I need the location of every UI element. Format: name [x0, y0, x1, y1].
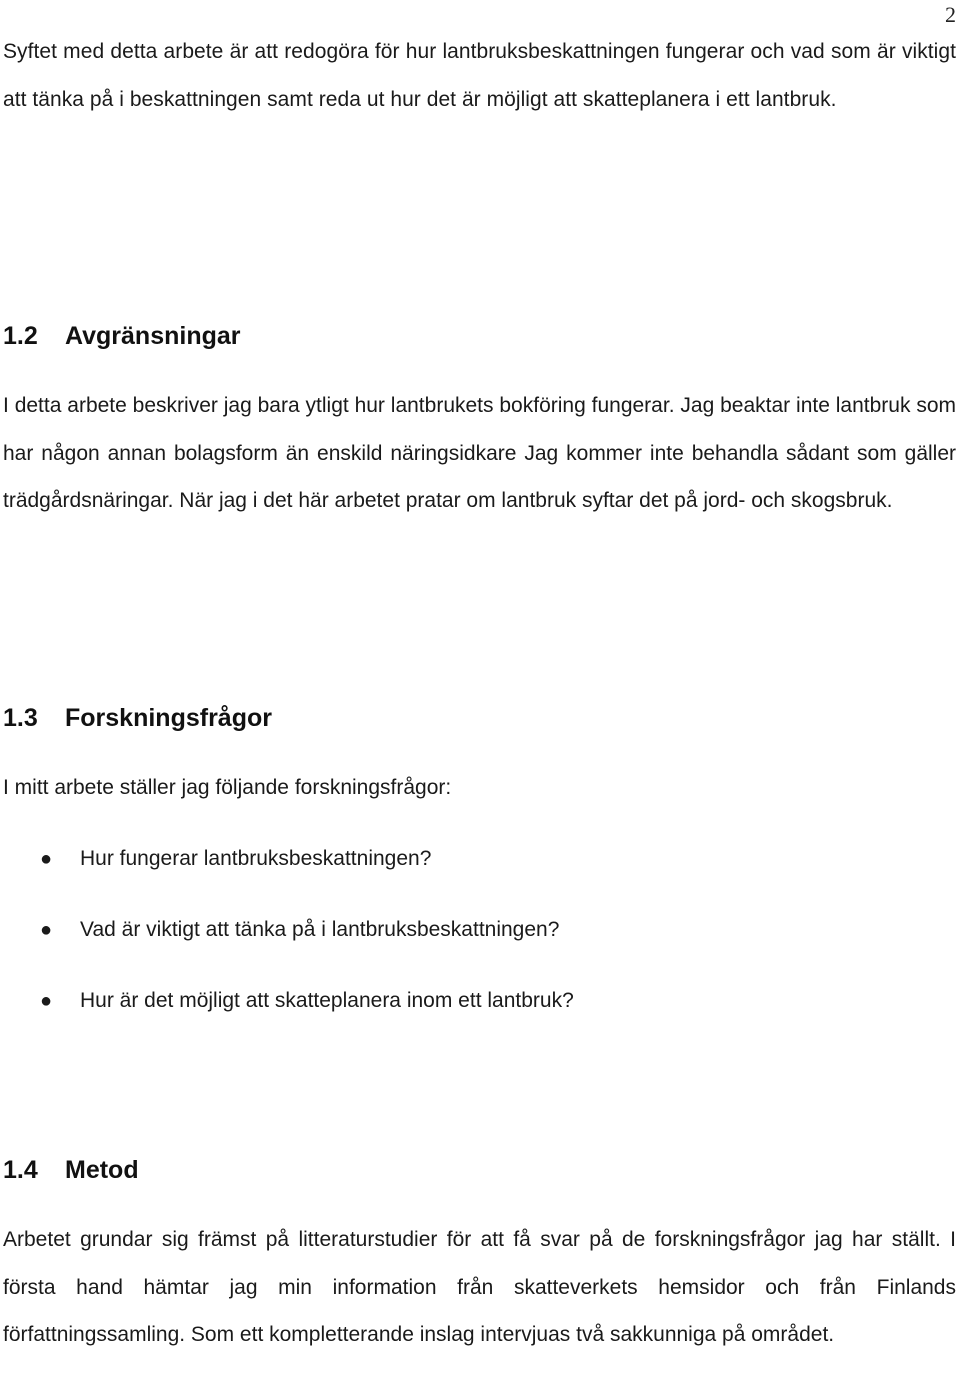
section-number: 1.4 [3, 1156, 38, 1184]
section-avgransningar [3, 382, 956, 525]
intro-section [3, 28, 956, 123]
section-heading-avgransningar [3, 322, 241, 351]
bullet-icon: ● [40, 919, 53, 941]
list-item [40, 913, 574, 984]
section-metod [3, 1216, 956, 1359]
list-item-text: Hur fungerar lantbruksbeskattningen? [80, 847, 432, 870]
section-number: 1.3 [3, 704, 38, 732]
list-item [40, 842, 574, 913]
section-forskningsfragor [3, 764, 956, 812]
section-heading-forskningsfragor [3, 704, 272, 733]
section-paragraph: I detta arbete beskriver jag bara ytligt hur lantbrukets bokföring fungerar. Jag beaktar inte lantbruk som har någon annan bolagsform än enskild näringsidkare Jag kommer inte behandla sådant som gäller trädgårdsnäringar. När jag i det här arbetet pratar om lantbruk syftar det på jord- och skogsbruk. [3, 394, 956, 512]
section-title: Metod [65, 1156, 139, 1184]
intro-paragraph: Syftet med detta arbete är att redogöra för hur lantbruksbeskattningen fungerar och vad som är viktigt att tänka på i beskattningen samt reda ut hur det är möjligt att skatteplanera i ett lantbruk. [3, 40, 956, 111]
research-questions-list [40, 842, 574, 1055]
section-title: Avgränsningar [65, 322, 241, 350]
section-number: 1.2 [3, 322, 38, 350]
list-item-text: Vad är viktigt att tänka på i lantbruksbeskattningen? [80, 918, 560, 941]
section-heading-metod [3, 1156, 139, 1185]
section-paragraph: I mitt arbete ställer jag följande forskningsfrågor: [3, 776, 452, 799]
section-paragraph: Arbetet grundar sig främst på litteraturstudier för att få svar på de forskningsfrågor jag har ställt. I första hand hämtar jag min information från skatteverkets hemsidor och från Finlands författningssamling. Som ett kompletterande inslag intervjuas två sakkunniga på området. [3, 1228, 956, 1346]
list-item-text: Hur är det möjligt att skatteplanera inom ett lantbruk? [80, 989, 574, 1012]
list-item [40, 984, 574, 1055]
bullet-icon: ● [40, 848, 53, 870]
section-title: Forskningsfrågor [65, 704, 272, 732]
bullet-icon: ● [40, 990, 53, 1012]
page-number: 2 [945, 2, 956, 27]
